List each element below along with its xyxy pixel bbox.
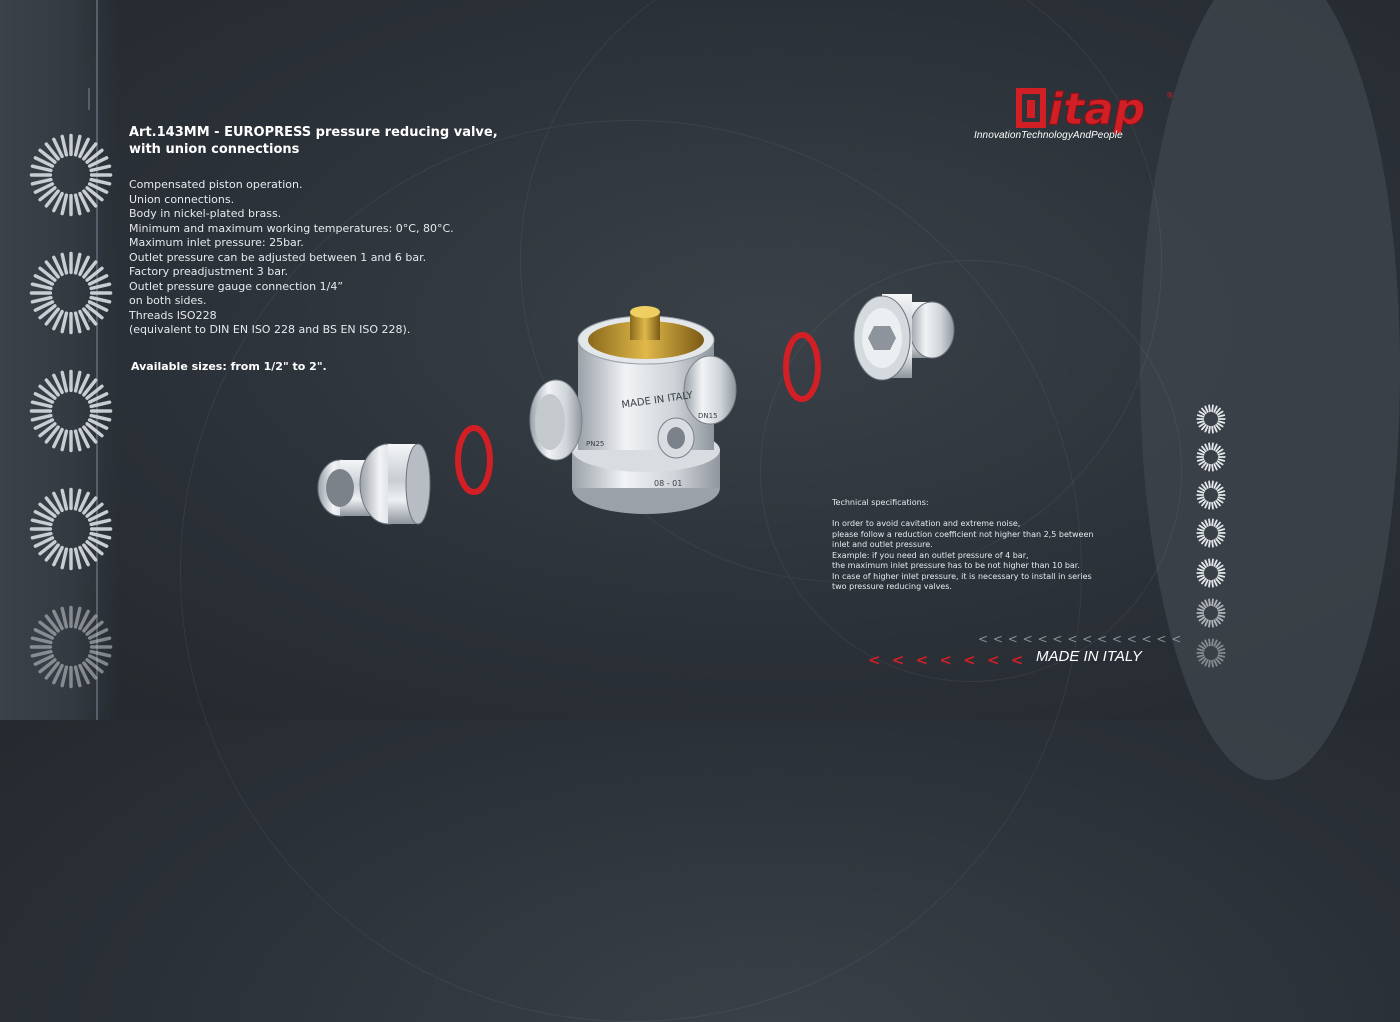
sunburst-ray [1209,465,1210,471]
sunburst-ray [1218,450,1223,453]
sunburst-ray [1199,461,1204,464]
sunburst-ray [1199,499,1204,502]
sunburst-ray [1198,421,1204,423]
sunburst-ray [1216,409,1220,414]
sunburst-ray [1218,537,1223,540]
sunburst-ray [1205,560,1207,565]
sunburst-ray [76,490,80,508]
sunburst-ray [1199,657,1204,660]
description-line: Maximum inlet pressure: 25bar. [129,236,304,249]
marking-made-in-italy: MADE IN ITALY [620,390,694,411]
sunburst-ray [1216,447,1220,452]
left-decor-notch [88,88,100,110]
sunburst-ray [76,195,80,213]
sunburst-ray [76,667,80,685]
sunburst-ray [1209,519,1210,525]
sunburst-ray [1218,566,1223,569]
sunburst-icon [1196,442,1226,472]
sunburst-ray [32,402,50,406]
sunburst-ray [1209,405,1210,411]
sunburst-ray [1216,643,1220,648]
sunburst-ray [1214,444,1216,449]
sunburst-ray [1198,615,1204,617]
sunburst-ray [1212,465,1213,471]
sunburst-ray [1218,577,1223,580]
sunburst-ray [1205,600,1207,605]
sunburst-ray [1212,581,1213,587]
sunburst-ray [1205,540,1207,545]
sunburst-ray [1198,415,1204,417]
sunburst-ray [62,136,66,154]
product-title: Art.143MM - EUROPRESS pressure reducing valve, with union connections [129,125,498,157]
sunburst-ray [1212,599,1213,605]
sunburst-ray [1216,463,1220,468]
sunburst-ray [1218,415,1224,417]
sunburst-ray [1218,461,1223,464]
sunburst-ray [1214,502,1216,507]
right-gasket [786,335,818,399]
tech-line: please follow a reduction coefficient not higher than 2,5 between [832,529,1094,539]
sunburst-ray [32,180,50,184]
sunburst-ray [1218,412,1223,415]
sunburst-ray [1202,643,1206,648]
sunburst-ray [32,652,50,656]
sunburst-ray [1205,520,1207,525]
logo-tagline: InnovationTechnologyAndPeople [974,130,1123,141]
sunburst-ray [1205,406,1207,411]
sunburst-ray [62,608,66,626]
sunburst-ray [1214,600,1216,605]
sunburst-ray [91,298,109,302]
sunburst-ray [1218,569,1224,571]
left-gasket [458,428,490,492]
sunburst-ray [1202,523,1206,528]
sunburst-ray [1205,482,1207,487]
logo-registered-mark: ® [1166,91,1174,100]
sunburst-ray [1198,569,1204,571]
sunburst-ray [1198,529,1204,531]
tech-line: the maximum inlet pressure has to be not higher than 10 bar. [832,561,1080,570]
sunburst-icon [1196,480,1226,510]
sunburst-ray [76,313,80,331]
itap-logo-icon [1014,84,1179,136]
sunburst-ray [91,402,109,406]
tech-line: Technical specifications: [832,498,929,507]
sunburst-ray [1202,603,1206,608]
sunburst-ray [1218,423,1223,426]
sunburst-ray [1205,620,1207,625]
sunburst-ray [1218,646,1223,649]
sunburst-ray [1202,447,1206,452]
sunburst-ray [62,431,66,449]
description-line: Factory preadjustment 3 bar. [129,265,288,278]
sunburst-ray [1199,423,1204,426]
sunburst-ray [91,416,109,420]
sunburst-ray [1209,599,1210,605]
tech-line: In order to avoid cavitation and extreme noise, [832,519,1021,528]
available-sizes: Available sizes: from 1/2" to 2". [131,360,327,373]
sunburst-ray [32,284,50,288]
sunburst-ray [32,416,50,420]
sunburst-ray [1198,649,1204,651]
sunburst-ray [1209,661,1210,667]
sunburst-ray [1218,499,1223,502]
tech-line: two pressure reducing valves. [832,582,952,591]
tech-line: inlet and outlet pressure. [832,540,933,549]
description-line: Outlet pressure gauge connection 1/4” [129,279,344,293]
sunburst-ray [62,372,66,390]
sunburst-ray [1209,621,1210,627]
marking-dn: DN15 [698,412,718,420]
sunburst-ray [1205,502,1207,507]
sunburst-ray [32,298,50,302]
sunburst-ray [62,667,66,685]
sunburst-ray [1199,537,1204,540]
right-union-fitting [854,294,954,380]
sunburst-ray [1214,580,1216,585]
sunburst-icon [28,132,114,218]
sunburst-ray [1198,575,1204,577]
sunburst-ray [1205,464,1207,469]
sunburst-ray [1202,619,1206,624]
sunburst-ray [1218,491,1224,493]
description-line: Body in nickel-plated brass. [129,207,282,220]
sunburst-ray [1218,535,1224,537]
description-line: Union connections. [129,192,235,206]
sunburst-ray [1209,481,1210,487]
sunburst-ray [76,549,80,567]
sunburst-ray [1216,619,1220,624]
sunburst-ray [62,195,66,213]
chevron-left-icon: < < < < < < < [868,651,1027,669]
sunburst-ray [1218,459,1224,461]
marking-date-code: 08 - 01 [654,479,683,488]
sunburst-icon [1196,638,1226,668]
sunburst-ray [1209,427,1210,433]
sunburst-ray [1218,617,1223,620]
sunburst-ray [91,534,109,538]
description-line: (equivalent to DIN EN ISO 228 and BS EN ISO 228). [129,323,411,336]
sunburst-ray [1199,577,1204,580]
sunburst-ray [1199,450,1204,453]
sunburst-ray [1209,541,1210,547]
sunburst-icon [28,250,114,336]
sunburst-icon [28,604,114,690]
sunburst-ray [1199,606,1204,609]
sunburst-ray [1198,459,1204,461]
sunburst-ray [1209,559,1210,565]
sunburst-ray [1218,649,1224,651]
sunburst-ray [1199,526,1204,529]
sunburst-ray [1216,563,1220,568]
tech-line: Example: if you need an outlet pressure of 4 bar, [832,550,1029,560]
logo-brand-text: itap [1048,84,1146,135]
sunburst-ray [1199,566,1204,569]
sunburst-ray [1218,526,1223,529]
sunburst-ray [1212,503,1213,509]
sunburst-ray [1212,559,1213,565]
sunburst-icon [28,486,114,572]
sunburst-ray [1209,581,1210,587]
sunburst-ray [1214,482,1216,487]
sunburst-icon [1196,558,1226,588]
sunburst-ray [91,520,109,524]
sunburst-ray [1199,412,1204,415]
sunburst-ray [1209,503,1210,509]
itap-logo [970,84,1185,154]
sunburst-ray [1218,488,1223,491]
sunburst-icon [1196,598,1226,628]
sunburst-ray [1216,485,1220,490]
sunburst-ray [76,608,80,626]
sunburst-ray [1218,606,1223,609]
sunburst-ray [1198,655,1204,657]
sunburst-ray [62,549,66,567]
sunburst-ray [1205,660,1207,665]
sunburst-ray [32,166,50,170]
sunburst-ray [1212,519,1213,525]
sunburst-ray [1198,609,1204,611]
sunburst-ray [1216,659,1220,664]
sunburst-ray [1205,580,1207,585]
sunburst-ray [1216,579,1220,584]
description-line: Compensated piston operation. [129,178,303,191]
sunburst-ray [91,638,109,642]
grey-chevrons-decor [978,632,1182,646]
sunburst-ray [1212,443,1213,449]
sunburst-ray [1205,426,1207,431]
left-union-fitting [318,444,430,524]
sunburst-ray [1212,639,1213,645]
valve-body [530,306,736,514]
tech-line: In case of higher inlet pressure, it is necessary to install in series [832,571,1092,581]
sunburst-ray [1202,501,1206,506]
sunburst-ray [91,166,109,170]
sunburst-ray [1214,640,1216,645]
sunburst-ray [32,534,50,538]
sunburst-ray [1218,655,1224,657]
sunburst-icon [28,368,114,454]
sunburst-ray [1202,563,1206,568]
chevron-left-icon: < < < < < < < < < < < < < < [978,632,1182,646]
sunburst-ray [1205,444,1207,449]
sunburst-ray [1216,523,1220,528]
sunburst-ray [1198,453,1204,455]
sunburst-ray [1199,488,1204,491]
sunburst-ray [1209,443,1210,449]
sunburst-ray [1212,541,1213,547]
sunburst-ray [1199,617,1204,620]
sunburst-icon [1196,518,1226,548]
sunburst-ray [1216,501,1220,506]
sunburst-ray [1212,661,1213,667]
sunburst-ray [1212,621,1213,627]
description-line: on both sides. [129,294,207,307]
sunburst-ray [1214,660,1216,665]
sunburst-ray [1205,640,1207,645]
sunburst-ray [1218,453,1224,455]
tech-line [832,509,1132,520]
sunburst-ray [1212,427,1213,433]
sunburst-ray [1214,426,1216,431]
technical-specifications [832,498,1132,593]
sunburst-ray [1216,539,1220,544]
sunburst-ray [1216,603,1220,608]
sunburst-ray [1218,497,1224,499]
description-line: Threads ISO228 [129,308,217,322]
sunburst-ray [1202,539,1206,544]
sunburst-ray [1214,406,1216,411]
sunburst-ray [62,254,66,272]
red-chevrons-decor [868,650,1028,670]
sunburst-ray [1202,485,1206,490]
sunburst-ray [1202,463,1206,468]
sunburst-ray [91,652,109,656]
sunburst-ray [1202,409,1206,414]
sunburst-ray [1214,560,1216,565]
sunburst-ray [1218,529,1224,531]
sunburst-ray [1216,425,1220,430]
description-line: Outlet pressure can be adjusted between 1 and 6 bar. [129,250,427,264]
made-in-italy-label: MADE IN ITALY [1036,648,1142,665]
sunburst-ray [1212,481,1213,487]
sunburst-ray [32,520,50,524]
sunburst-ray [1202,659,1206,664]
description-line: Minimum and maximum working temperatures: 0°C, 80°C. [129,221,454,235]
sunburst-ray [1198,497,1204,499]
sunburst-ray [1214,464,1216,469]
sunburst-ray [91,284,109,288]
sunburst-ray [1202,579,1206,584]
sunburst-ray [1202,425,1206,430]
sunburst-ray [1218,615,1224,617]
sunburst-ray [1218,421,1224,423]
sunburst-ray [1198,535,1204,537]
sunburst-ray [1209,639,1210,645]
sunburst-ray [91,180,109,184]
sunburst-ray [1199,646,1204,649]
sunburst-ray [1212,405,1213,411]
sunburst-ray [76,431,80,449]
sunburst-ray [62,313,66,331]
marking-pn: PN25 [586,440,605,448]
sunburst-ray [1198,491,1204,493]
sunburst-ray [1214,520,1216,525]
sunburst-ray [1214,620,1216,625]
sunburst-ray [76,372,80,390]
sunburst-icon [1196,404,1226,434]
sunburst-ray [76,136,80,154]
sunburst-ray [76,254,80,272]
sunburst-ray [1218,657,1223,660]
sunburst-ray [1218,609,1224,611]
sunburst-ray [1218,575,1224,577]
sunburst-ray [32,638,50,642]
sunburst-ray [62,490,66,508]
sunburst-ray [1214,540,1216,545]
